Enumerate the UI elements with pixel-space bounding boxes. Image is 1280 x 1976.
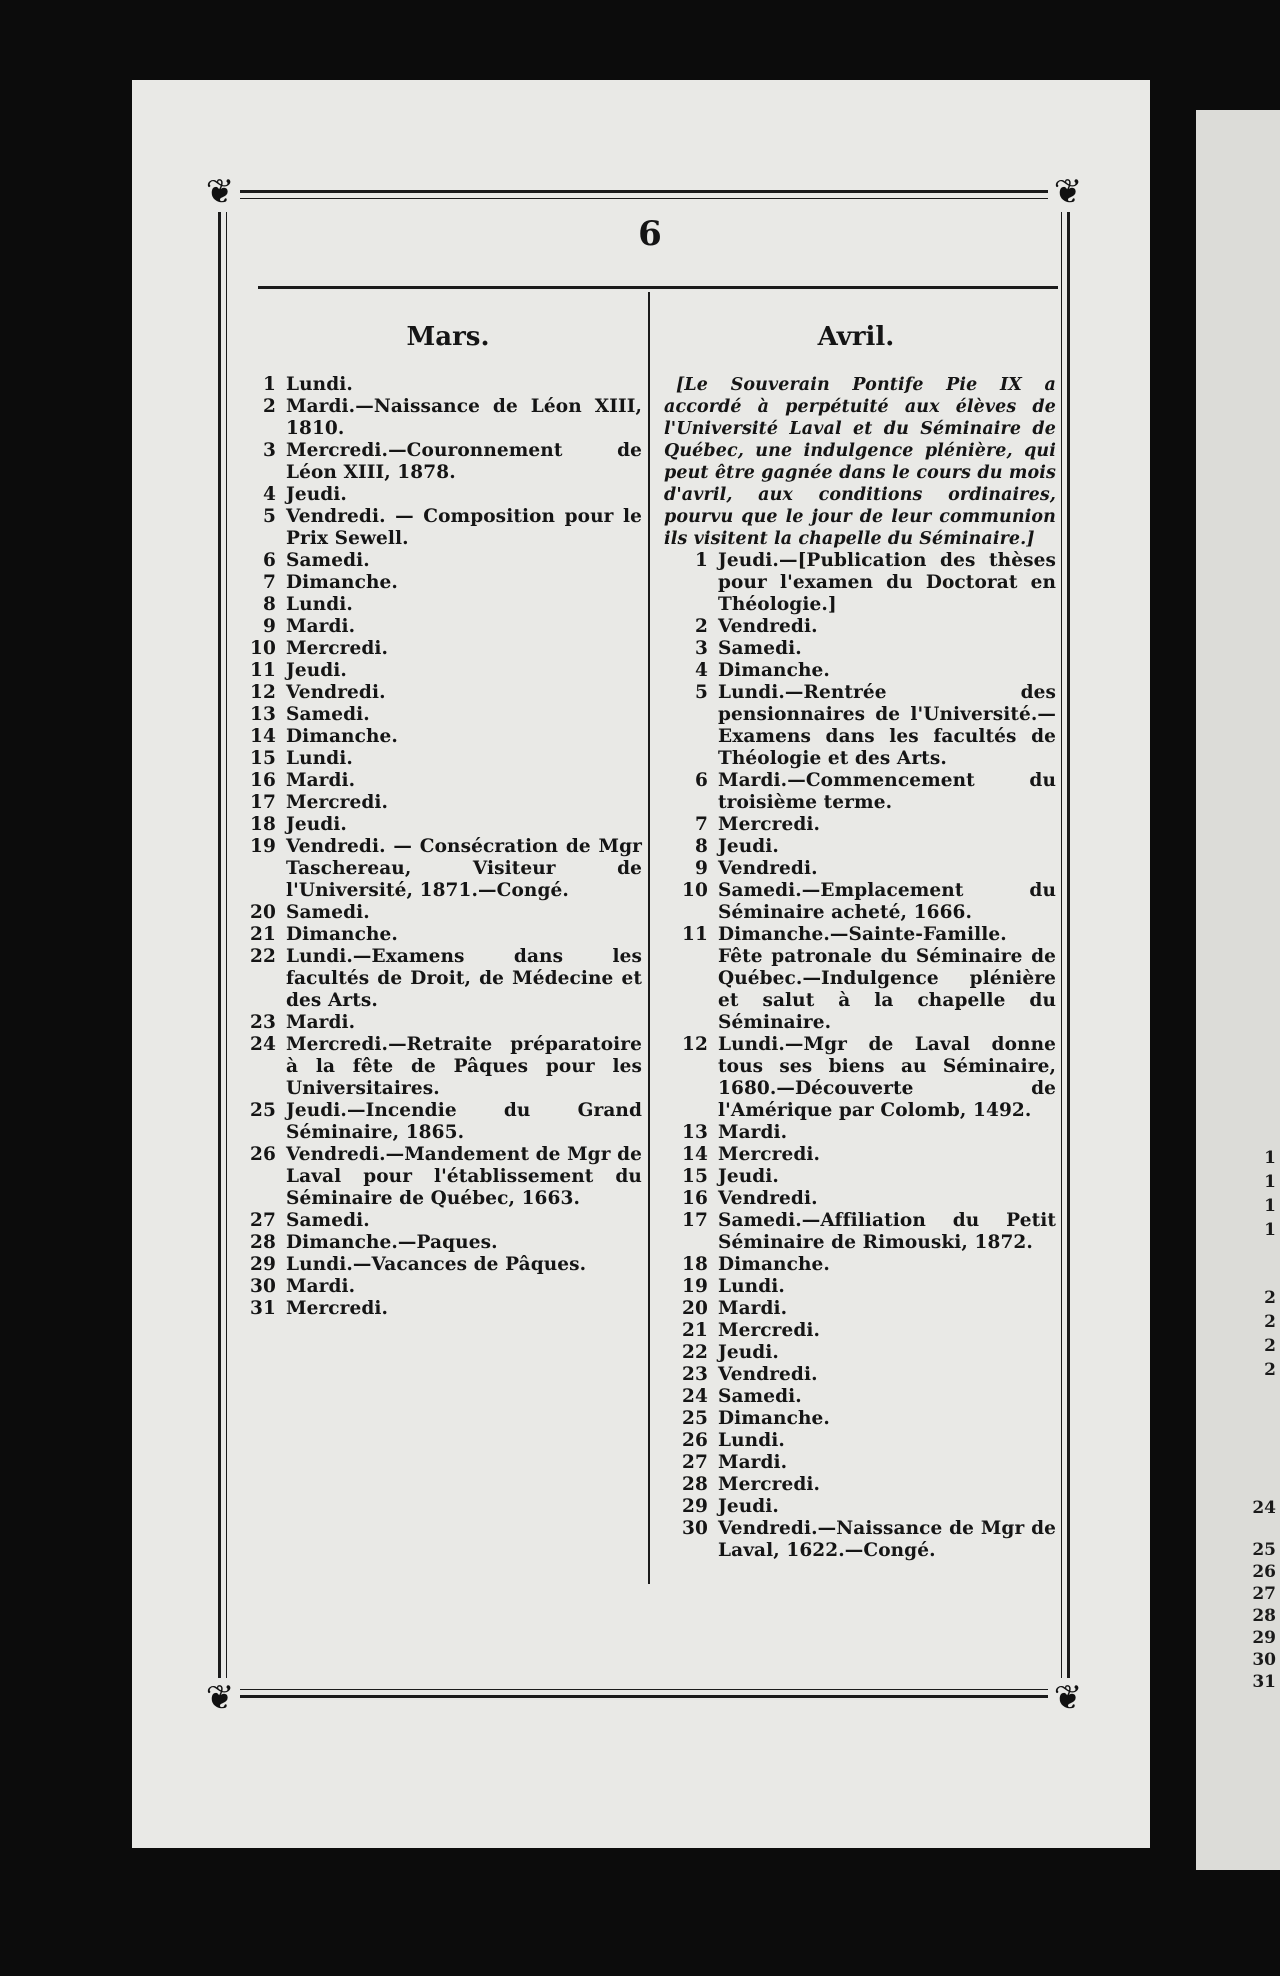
day-text: Samedi. [286,902,370,923]
april-entries [664,550,1056,1562]
corner-ornament-icon: ❦ [1048,1678,1088,1718]
day-number: 8 [263,594,276,615]
day-text: Samedi. [718,1386,802,1407]
day-text: Mercredi. [718,1474,821,1495]
day-number: 15 [250,748,276,769]
day-number: 21 [682,1320,708,1341]
day-text: Jeudi.—Incendie du Grand Séminaire, 1865. [286,1100,642,1143]
day-text: Mercredi. [286,1298,389,1319]
corner-ornament-icon: ❦ [200,172,240,212]
day-number: 15 [682,1166,708,1187]
march-day-entry [232,1232,642,1254]
day-text: Mardi. [718,1122,788,1143]
adjacent-page-number: 2 [1264,1336,1276,1356]
march-day-entry [232,1144,642,1210]
march-day-entry [232,594,642,616]
day-text: Jeudi. [718,836,779,857]
march-day-entry [232,572,642,594]
april-day-entry [664,1144,1056,1166]
adjacent-page-number: 25 [1252,1540,1276,1560]
april-day-entry [664,1386,1056,1408]
march-day-entry [232,704,642,726]
day-number: 26 [250,1144,276,1165]
day-text: Lundi.—Vacances de Pâques. [286,1254,587,1275]
day-number: 7 [695,814,708,835]
day-text: Samedi.—Emplacement du Séminaire acheté, 1666. [718,880,1056,923]
april-day-entry [664,1496,1056,1518]
march-day-entry [232,1254,642,1276]
march-day-entry [232,814,642,836]
april-day-entry [664,1298,1056,1320]
day-number: 11 [250,660,276,681]
april-day-entry [664,550,1056,616]
march-day-entry [232,748,642,770]
day-number: 2 [263,396,276,417]
day-text: Mardi. [286,1276,356,1297]
day-number: 18 [250,814,276,835]
april-day-entry [664,1166,1056,1188]
day-text: Jeudi. [286,484,347,505]
day-text: Mercredi. [718,1144,821,1165]
adjacent-page-number: 1 [1264,1196,1276,1216]
day-number: 13 [682,1122,708,1143]
april-day-entry [664,836,1056,858]
day-number: 13 [250,704,276,725]
day-text: Samedi.—Affiliation du Petit Séminaire de Rimouski, 1872. [718,1210,1056,1253]
day-text: Mardi.—Naissance de Léon XIII, 1810. [286,396,642,439]
april-day-entry [664,924,1056,1034]
adjacent-page-number: 30 [1252,1650,1276,1670]
day-number: 27 [250,1210,276,1231]
adjacent-page-number: 2 [1264,1288,1276,1308]
april-day-entry [664,1254,1056,1276]
april-day-entry [664,1034,1056,1122]
april-day-entry [664,616,1056,638]
april-day-entry [664,1122,1056,1144]
day-number: 1 [263,374,276,395]
day-number: 6 [695,770,708,791]
corner-ornament-icon: ❦ [1048,172,1088,212]
march-day-entry [232,836,642,902]
day-text: Mardi.—Commencement du troisième terme. [718,770,1056,813]
adjacent-page-number: 1 [1264,1172,1276,1192]
day-number: 27 [682,1452,708,1473]
april-day-entry [664,1276,1056,1298]
column-divider [648,292,650,1584]
day-text: Dimanche. [718,660,830,681]
day-number: 22 [682,1342,708,1363]
day-text: Dimanche.—Sainte-Famille. Fête patronale du Séminaire de Québec.—Indulgence plénière et salut à la chapelle du Séminaire. [718,924,1056,1033]
march-day-entry [232,638,642,660]
april-day-entry [664,638,1056,660]
adjacent-page-number: 1 [1264,1220,1276,1240]
day-number: 10 [682,880,708,901]
april-day-entry [664,1474,1056,1496]
march-day-entry [232,550,642,572]
april-day-entry [664,1364,1056,1386]
march-day-entry [232,1276,642,1298]
day-text: Dimanche. [718,1408,830,1429]
day-text: Jeudi. [286,814,347,835]
march-day-entry [232,1210,642,1232]
march-day-entry [232,946,642,1012]
day-number: 21 [250,924,276,945]
day-number: 6 [263,550,276,571]
day-text: Jeudi.—[Publication des thèses pour l'examen du Doctorat en Théologie.] [718,550,1056,615]
day-text: Dimanche.—Paques. [286,1232,498,1253]
day-text: Vendredi. [718,616,818,637]
day-text: Dimanche. [286,572,398,593]
day-text: Samedi. [286,550,370,571]
day-text: Vendredi. [718,858,818,879]
april-day-entry [664,1518,1056,1562]
day-text: Lundi. [286,594,353,615]
march-day-entry [232,1034,642,1100]
day-text: Mardi. [286,770,356,791]
april-day-entry [664,880,1056,924]
day-number: 23 [682,1364,708,1385]
april-intro: [Le Souverain Pontife Pie IX a accordé à perpétuité aux élèves de l'Université Laval et du Séminaire de Québec, une indulgence plénière, qui peut être gagnée dans le cours du mois d'avril, aux conditions ordinaires, pourvu que le jour de leur communion ils visitent la chapelle du Séminaire.] [664,375,1056,549]
day-text: Samedi. [286,704,370,725]
day-text: Samedi. [286,1210,370,1231]
march-day-entry [232,726,642,748]
day-number: 29 [682,1496,708,1517]
day-number: 19 [250,836,276,857]
adjacent-page-number: 31 [1252,1672,1276,1692]
day-text: Jeudi. [718,1166,779,1187]
adjacent-page-number: 29 [1252,1628,1276,1648]
day-number: 14 [682,1144,708,1165]
day-number: 25 [250,1100,276,1121]
april-day-entry [664,1430,1056,1452]
day-number: 29 [250,1254,276,1275]
march-entries [232,374,642,1320]
day-text: Vendredi. — Composition pour le Prix Sewell. [286,506,642,549]
march-day-entry [232,770,642,792]
day-number: 4 [263,484,276,505]
day-text: Lundi. [286,748,353,769]
day-text: Mercredi. [286,638,389,659]
march-day-entry [232,1100,642,1144]
april-title: Avril. [817,322,895,352]
march-day-entry [232,506,642,550]
march-day-entry [232,1298,642,1320]
day-number: 8 [695,836,708,857]
march-day-entry [232,792,642,814]
day-number: 1 [695,550,708,571]
day-text: Mardi. [286,616,356,637]
day-number: 20 [250,902,276,923]
day-text: Jeudi. [286,660,347,681]
day-number: 5 [263,506,276,527]
adjacent-page-number: 26 [1252,1562,1276,1582]
day-text: Lundi. [718,1430,785,1451]
day-number: 7 [263,572,276,593]
day-text: Samedi. [718,638,802,659]
day-number: 5 [695,682,708,703]
march-day-entry [232,660,642,682]
day-number: 9 [263,616,276,637]
day-number: 17 [250,792,276,813]
march-day-entry [232,440,642,484]
day-number: 4 [695,660,708,681]
day-text: Dimanche. [286,924,398,945]
day-number: 30 [682,1518,708,1539]
march-day-entry [232,682,642,704]
day-number: 28 [682,1474,708,1495]
day-number: 22 [250,946,276,967]
day-number: 24 [250,1034,276,1055]
adjacent-page-number: 1 [1264,1148,1276,1168]
day-text: Lundi.—Mgr de Laval donne tous ses biens au Séminaire, 1680.—Découverte de l'Amérique par Colomb, 1492. [718,1034,1056,1121]
day-text: Vendredi.—Naissance de Mgr de Laval, 1622.—Congé. [718,1518,1056,1561]
day-number: 23 [250,1012,276,1033]
march-day-entry [232,616,642,638]
april-day-entry [664,770,1056,814]
corner-ornament-icon: ❦ [200,1678,240,1718]
day-number: 2 [695,616,708,637]
april-column [664,374,1056,1562]
day-text: Vendredi. — Consécration de Mgr Taschereau, Visiteur de l'Université, 1871.—Congé. [286,836,642,901]
day-number: 25 [682,1408,708,1429]
day-text: Mercredi. [286,792,389,813]
header-rule [258,286,1058,289]
adjacent-page-number: 2 [1264,1312,1276,1332]
page-number: 6 [638,214,662,254]
day-text: Jeudi. [718,1496,779,1517]
day-text: Mercredi.—Retraite préparatoire à la fête de Pâques pour les Universitaires. [286,1034,642,1099]
march-day-entry [232,484,642,506]
day-text: Mardi. [286,1012,356,1033]
april-day-entry [664,814,1056,836]
day-number: 10 [250,638,276,659]
day-number: 3 [263,440,276,461]
day-text: Mardi. [718,1452,788,1473]
day-text: Lundi. [718,1276,785,1297]
april-day-entry [664,1452,1056,1474]
day-text: Mardi. [718,1298,788,1319]
day-number: 19 [682,1276,708,1297]
april-day-entry [664,858,1056,880]
day-text: Jeudi. [718,1342,779,1363]
adjacent-page-number: 27 [1252,1584,1276,1604]
march-day-entry [232,924,642,946]
april-day-entry [664,1320,1056,1342]
march-day-entry [232,902,642,924]
day-text: Mercredi. [718,1320,821,1341]
march-day-entry [232,1012,642,1034]
day-number: 28 [250,1232,276,1253]
day-number: 9 [695,858,708,879]
day-text: Lundi.—Examens dans les facultés de Droit, de Médecine et des Arts. [286,946,642,1011]
day-number: 14 [250,726,276,747]
march-title: Mars. [406,322,490,352]
adjacent-page-number: 24 [1252,1498,1276,1518]
day-number: 26 [682,1430,708,1451]
day-text: Mercredi.—Couronnement de Léon XIII, 1878. [286,440,642,483]
day-text: Dimanche. [286,726,398,747]
day-number: 16 [250,770,276,791]
day-text: Lundi. [286,374,353,395]
day-number: 30 [250,1276,276,1297]
april-day-entry [664,660,1056,682]
day-text: Vendredi. [718,1188,818,1209]
march-day-entry [232,374,642,396]
adjacent-page-number: 28 [1252,1606,1276,1626]
day-text: Vendredi. [286,682,386,703]
day-number: 17 [682,1210,708,1231]
day-text: Vendredi. [718,1364,818,1385]
april-day-entry [664,1408,1056,1430]
march-day-entry [232,396,642,440]
adjacent-page-number: 2 [1264,1360,1276,1380]
day-number: 24 [682,1386,708,1407]
day-number: 11 [682,924,708,945]
day-number: 20 [682,1298,708,1319]
day-text: Mercredi. [718,814,821,835]
day-number: 12 [682,1034,708,1055]
day-number: 18 [682,1254,708,1275]
day-text: Dimanche. [718,1254,830,1275]
day-text: Lundi.—Rentrée des pensionnaires de l'Université.—Examens dans les facultés de Théologie et des Arts. [718,682,1056,769]
april-day-entry [664,1342,1056,1364]
day-number: 31 [250,1298,276,1319]
april-day-entry [664,682,1056,770]
day-number: 3 [695,638,708,659]
april-day-entry [664,1188,1056,1210]
day-number: 12 [250,682,276,703]
day-number: 16 [682,1188,708,1209]
april-day-entry [664,1210,1056,1254]
day-text: Vendredi.—Mandement de Mgr de Laval pour l'établissement du Séminaire de Québec, 1663. [286,1144,642,1209]
